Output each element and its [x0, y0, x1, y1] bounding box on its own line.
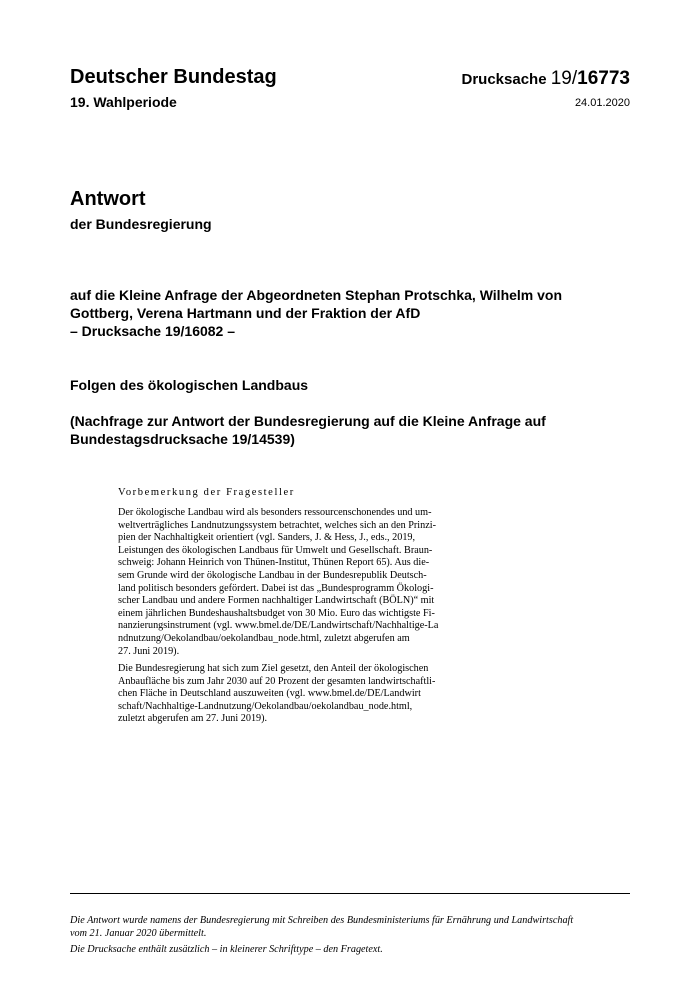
drucksache-main-number: 16773 [577, 68, 630, 89]
text-line: Anbaufläche bis zum Jahr 2030 auf 20 Prozent der gesamten landwirtschaftli- [118, 675, 436, 687]
footer-line: Die Drucksache enthält zusätzlich – in kleinerer Schrifttype – den Fragetext. [70, 944, 383, 955]
text-line: nanzierungsinstrument (vgl. www.bmel.de/DE/Landwirtschaft/Nachhaltige-La [118, 620, 439, 632]
document-date: 24.01.2020 [574, 97, 630, 109]
text-line: Die Bundesregierung hat sich zum Ziel gesetzt, den Anteil der ökologischen [118, 663, 429, 674]
text-line: zuletzt abgerufen am 27. Juni 2019). [118, 713, 268, 725]
inquiry-topic: Folgen des ökologischen Landbaus [70, 377, 309, 393]
inquiry-line: Gottberg, Verena Hartmann und der Fraktion der AfD [70, 305, 421, 321]
preliminary-remark-paragraph-2 [118, 663, 470, 726]
inquiry-line: – Drucksache 19/16082 – [70, 323, 236, 339]
text-line: schaft/Nachhaltige-Landnutzung/Oekolandbau/oekolandbau_node.html, [118, 700, 413, 712]
footer-transmission-note [70, 914, 640, 940]
text-line: ndnutzung/Oekolandbau/oekolandbau_node.html, zuletzt abgerufen am [118, 632, 410, 644]
text-line: Der ökologische Landbau wird als besonders ressourcenschonendes und um- [118, 507, 432, 518]
text-line: schweig: Johann Heinrich von Thünen-Institut, Thünen Report 65). Aus die- [118, 557, 430, 569]
parliament-name: Deutscher Bundestag [70, 66, 277, 88]
text-line: scher Landbau und andere Formen nachhaltiger Landwirtschaft (BÖLN)“ mit [118, 595, 435, 607]
text-line: chen Fläche in Deutschland auszuweiten (vgl. www.bmel.de/DE/Landwirt [118, 688, 421, 700]
drucksache-label: Drucksache [461, 71, 547, 88]
document-subtitle: der Bundesregierung [70, 216, 212, 232]
footer-font-note [70, 943, 640, 956]
footer-line: Die Antwort wurde namens der Bundesregierung mit Schreiben des Bundesministeriums für Ernährung und Landwirtschaft [70, 915, 574, 926]
preliminary-remark-heading: Vorbemerkung der Fragesteller [118, 487, 295, 498]
legislative-period: 19. Wahlperiode [70, 94, 177, 110]
text-line: 27. Juni 2019). [118, 645, 180, 657]
preliminary-remark-paragraph-1 [118, 507, 470, 658]
footer-line: vom 21. Januar 2020 übermittelt. [70, 928, 207, 939]
text-line: pien der Nachhaltigkeit orientiert (vgl. Sanders, J. & Hess, J., eds., 2019, [118, 532, 416, 544]
follow-up-line: (Nachfrage zur Antwort der Bundesregierung auf die Kleine Anfrage auf [70, 413, 546, 429]
follow-up-note [70, 412, 630, 448]
drucksache-number [462, 68, 631, 90]
footer-divider [70, 893, 630, 894]
text-line: Leistungen des ökologischen Landbaus für Umwelt und Gesellschaft. Braun- [118, 544, 433, 556]
text-line: weltverträgliches Landnutzungssystem betrachtet, welches sich an den Prinzi- [118, 519, 436, 531]
text-line: sem Grunde wird der ökologische Landbau in der Bundesrepublik Deutsch- [118, 569, 427, 581]
text-line: land politisch besonders gefördert. Dabei ist das „Bundesprogramm Ökologi- [118, 582, 434, 594]
document-title: Antwort [70, 188, 146, 210]
text-line: einem jährlichen Bundeshaushaltsbudget von 30 Mio. Euro das wichtigste Fi- [118, 607, 435, 619]
drucksache-prefix: 19/ [550, 68, 578, 89]
inquiry-reference [70, 286, 600, 340]
inquiry-line: auf die Kleine Anfrage der Abgeordneten Stephan Protschka, Wilhelm von [70, 287, 563, 303]
follow-up-line: Bundestagsdrucksache 19/14539) [70, 431, 295, 447]
